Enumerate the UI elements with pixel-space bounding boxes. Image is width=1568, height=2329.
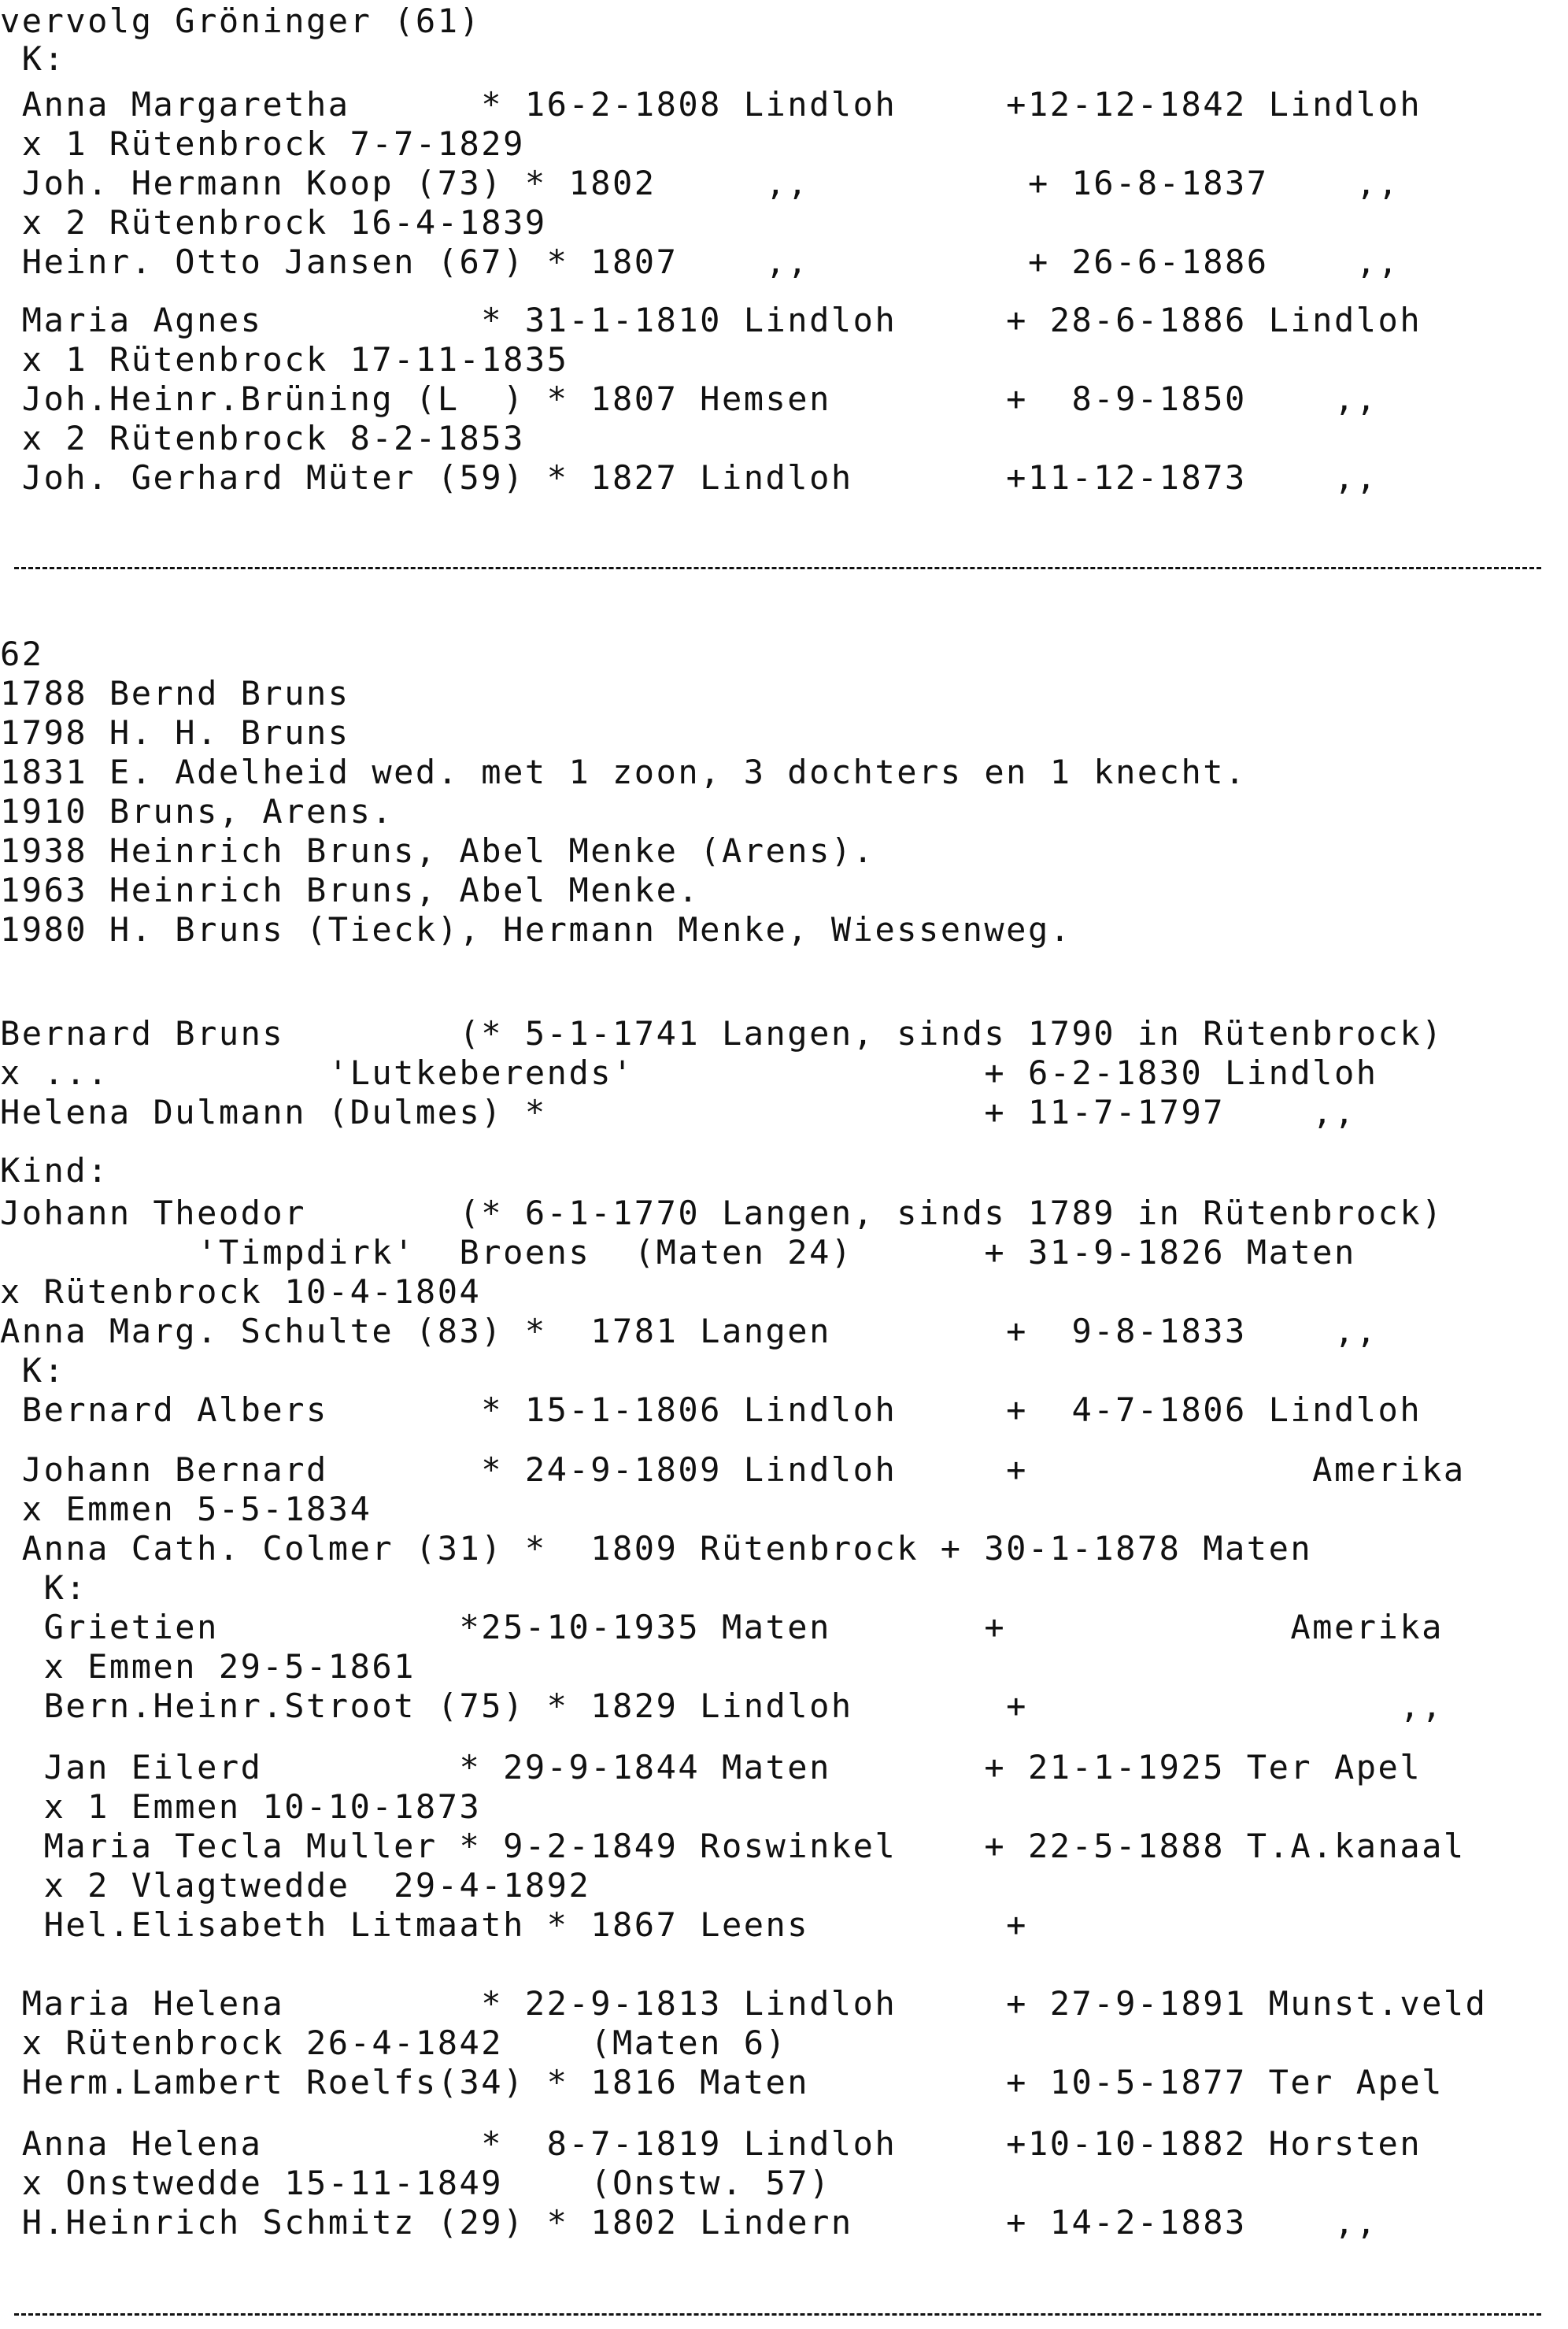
text-line: Kind: — [0, 1151, 109, 1190]
text-line: Joh.Heinr.Brüning (L ) * 1807 Hemsen + 8-9-1850 ,, — [0, 380, 1378, 418]
text-line: x 2 Vlagtwedde 29-4-1892 — [0, 1866, 591, 1905]
text-line: Bern.Heinr.Stroot (75) * 1829 Lindloh + ,, — [0, 1687, 1444, 1725]
dashed-divider — [14, 2313, 1541, 2316]
text-line: x ... 'Lutkeberends' + 6-2-1830 Lindloh — [0, 1053, 1378, 1092]
text-line: Heinr. Otto Jansen (67) * 1807 ,, + 26-6-1886 ,, — [0, 243, 1400, 281]
text-line: 'Timpdirk' Broens (Maten 24) + 31-9-1826 Maten — [0, 1233, 1356, 1272]
text-line: Herm.Lambert Roelfs(34) * 1816 Maten + 10-5-1877 Ter Apel — [0, 2063, 1444, 2101]
text-line: 1980 H. Bruns (Tieck), Hermann Menke, Wiessenweg. — [0, 910, 1072, 949]
text-line: 1798 H. H. Bruns — [0, 713, 350, 752]
text-line: 1788 Bernd Bruns — [0, 674, 350, 713]
text-line: Anna Cath. Colmer (31) * 1809 Rütenbrock + 30-1-1878 Maten — [0, 1529, 1313, 1568]
dashed-divider — [14, 567, 1541, 569]
text-line: x Rütenbrock 10-4-1804 — [0, 1272, 482, 1311]
text-line: Maria Tecla Muller * 9-2-1849 Roswinkel + 22-5-1888 T.A.kanaal — [0, 1827, 1466, 1865]
text-line: Johann Bernard * 24-9-1809 Lindloh + Amerika — [0, 1450, 1466, 1489]
text-line: Joh. Gerhard Müter (59) * 1827 Lindloh +11-12-1873 ,, — [0, 458, 1378, 497]
text-line: Grietien *25-10-1935 Maten + Amerika — [0, 1608, 1444, 1646]
text-line: Bernard Bruns (* 5-1-1741 Langen, sinds 1790 in Rütenbrock) — [0, 1014, 1444, 1053]
text-line: vervolg Gröninger (61) — [0, 2, 482, 40]
text-line: Jan Eilerd * 29-9-1844 Maten + 21-1-1925 Ter Apel — [0, 1748, 1422, 1787]
text-line: Joh. Hermann Koop (73) * 1802 ,, + 16-8-1837 ,, — [0, 164, 1400, 202]
text-line: 1831 E. Adelheid wed. met 1 zoon, 3 dochters en 1 knecht. — [0, 753, 1247, 791]
text-line: x 1 Rütenbrock 7-7-1829 — [0, 124, 525, 163]
text-line: Hel.Elisabeth Litmaath * 1867 Leens + — [0, 1905, 1028, 1944]
text-line: x Emmen 29-5-1861 — [0, 1647, 416, 1686]
text-line: Bernard Albers * 15-1-1806 Lindloh + 4-7-1806 Lindloh — [0, 1390, 1422, 1429]
text-line: Anna Marg. Schulte (83) * 1781 Langen + 9-8-1833 ,, — [0, 1312, 1378, 1350]
text-line: K: — [0, 1568, 88, 1607]
text-line: x 1 Emmen 10-10-1873 — [0, 1787, 482, 1826]
text-line: x 2 Rütenbrock 8-2-1853 — [0, 419, 525, 457]
text-line: K: — [0, 1351, 66, 1390]
text-line: 1910 Bruns, Arens. — [0, 792, 394, 831]
text-line: K: — [0, 39, 66, 78]
text-line: x Emmen 5-5-1834 — [0, 1490, 372, 1528]
text-line: Anna Helena * 8-7-1819 Lindloh +10-10-1882 Horsten — [0, 2124, 1422, 2163]
text-line: x 2 Rütenbrock 16-4-1839 — [0, 203, 547, 242]
text-line: Maria Helena * 22-9-1813 Lindloh + 27-9-1891 Munst.veld — [0, 1984, 1488, 2023]
text-line: Anna Margaretha * 16-2-1808 Lindloh +12-12-1842 Lindloh — [0, 85, 1422, 124]
text-line: 1938 Heinrich Bruns, Abel Menke (Arens). — [0, 831, 875, 870]
section-number: 62 — [0, 635, 44, 673]
text-line: Helena Dulmann (Dulmes) * + 11-7-1797 ,, — [0, 1093, 1356, 1131]
text-line: Johann Theodor (* 6-1-1770 Langen, sinds 1789 in Rütenbrock) — [0, 1194, 1444, 1232]
text-line: Maria Agnes * 31-1-1810 Lindloh + 28-6-1886 Lindloh — [0, 301, 1422, 339]
text-line: x 1 Rütenbrock 17-11-1835 — [0, 340, 569, 379]
text-line: x Rütenbrock 26-4-1842 (Maten 6) — [0, 2024, 788, 2062]
text-line: H.Heinrich Schmitz (29) * 1802 Lindern + 14-2-1883 ,, — [0, 2203, 1378, 2242]
text-line: 1963 Heinrich Bruns, Abel Menke. — [0, 871, 701, 909]
text-line: x Onstwedde 15-11-1849 (Onstw. 57) — [0, 2164, 831, 2202]
